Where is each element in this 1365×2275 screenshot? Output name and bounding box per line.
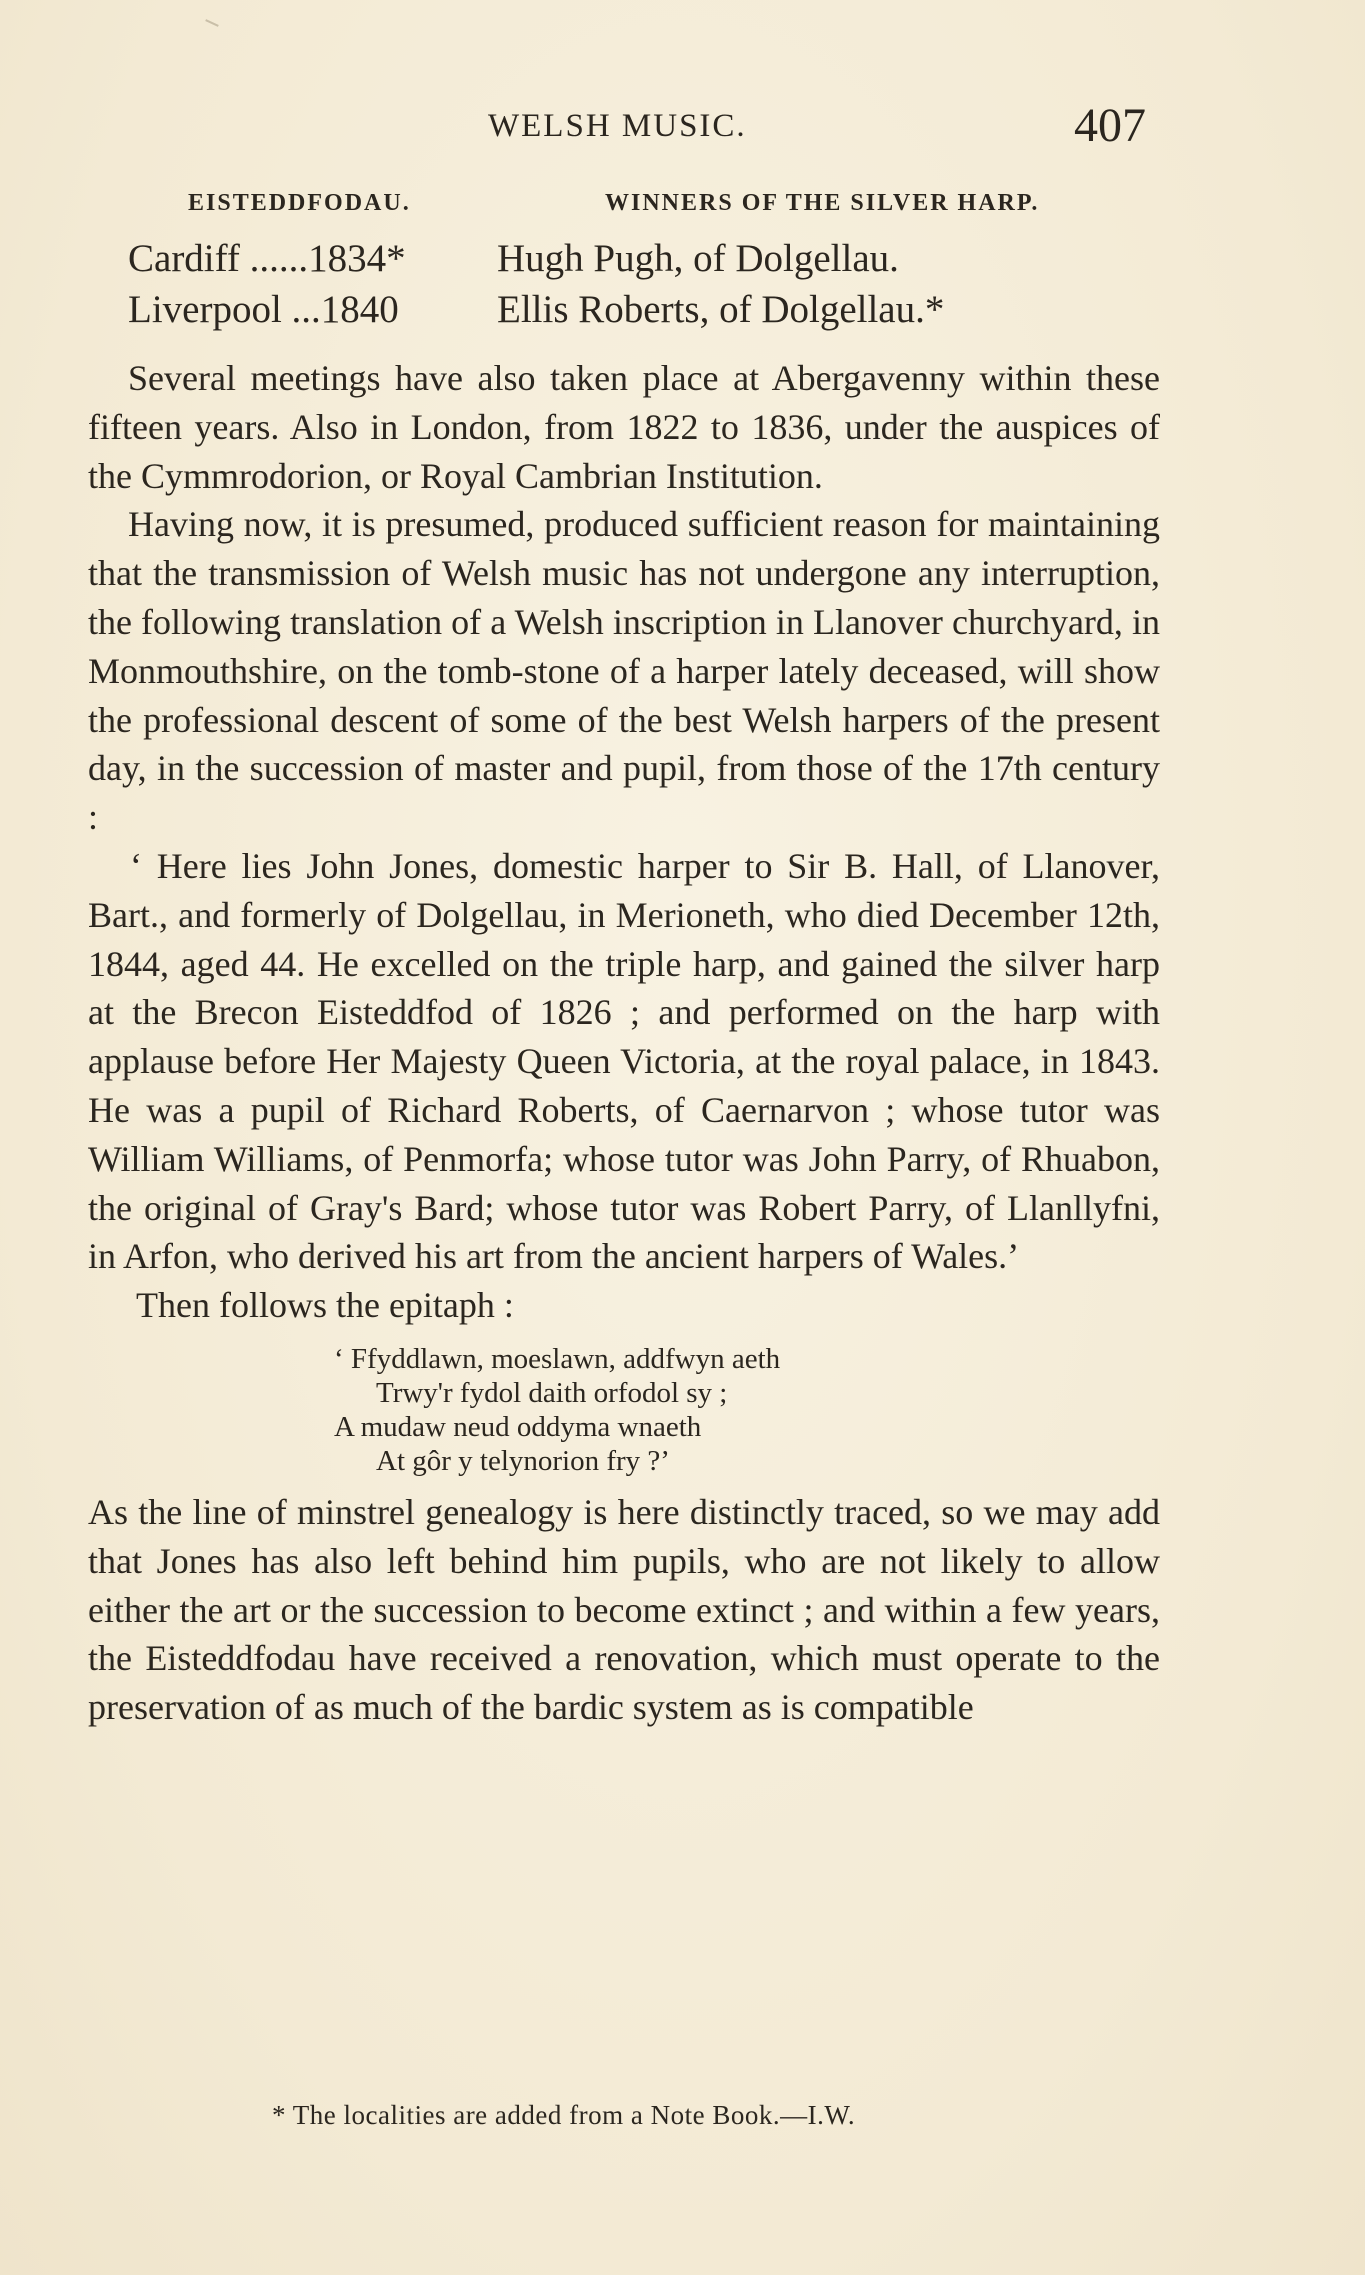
column-heading-winners: WINNERS OF THE SILVER HARP. (605, 190, 1040, 216)
winner-name: Hugh Pugh, of Dolgellau. (497, 237, 899, 280)
ink-mark (205, 19, 219, 27)
paragraph-genealogy: As the line of minstrel genealogy is here distinctly traced, so we may add that Jones has also left behind him pupils, who are not likely to allow either the art or the succession to become extinct ; and within a few years, the Eisteddfodau have received a renovation, which must operate to the preservation of as much of the bardic system as is compatible (88, 1491, 1160, 1728)
main-text (88, 354, 1160, 1732)
eisteddfod-year: 1834* (308, 237, 406, 280)
winner-row (128, 287, 945, 332)
footnote: * The localities are added from a Note Book.—I.W. (272, 2100, 856, 2130)
column-heading-eisteddfodau: EISTEDDFODAU. (188, 190, 411, 216)
verse-line: At gôr y telynorion fry ?’ (376, 1444, 670, 1477)
paragraph-transmission: Having now, it is presumed, produced sufficient reason for maintaining that the transmission of Welsh music has not undergone any interruption, the following translation of a Welsh inscription in Llanover churchyard, in Monmouthshire, on the tomb-stone of a harper lately deceased, will show the professional descent of some of the best Welsh harpers of the present day, in the succession of master and pupil, from those of the 17th century : (88, 504, 1160, 838)
verse-line: A mudaw neud oddyma wnaeth (334, 1410, 702, 1443)
page-number: 407 (1074, 99, 1146, 152)
winner-name: Ellis Roberts, of Dolgellau.* (497, 288, 945, 331)
epitaph-verse (334, 1342, 1160, 1478)
eisteddfod-place: Cardiff ...... (128, 237, 309, 280)
verse-line: ‘ Ffyddlawn, moeslawn, addfwyn aeth (334, 1342, 781, 1375)
paragraph-epitaph-intro: Then follows the epitaph : (136, 1285, 514, 1326)
paragraph-meetings: Several meetings have also taken place at Abergavenny within these fifteen years. Also in London, from 1822 to 1836, under the auspices of the Cymmrodorion, or Royal Cambrian Institution. (88, 358, 1160, 496)
eisteddfod-year: 1840 (320, 288, 399, 331)
eisteddfod-place: Liverpool ... (128, 288, 321, 331)
running-title: WELSH MUSIC. (488, 108, 747, 144)
winner-row (128, 236, 899, 281)
paragraph-inscription: ‘ Here lies John Jones, domestic harper to Sir B. Hall, of Llanover, Bart., and formerly of Dolgellau, in Merioneth, who died December 12th, 1844, aged 44. He excelled on the triple harp, and gained the silver harp at the Brecon Eisteddfod of 1826 ; and performed on the harp with applause before Her Majesty Queen Victoria, at the royal palace, in 1843. He was a pupil of Richard Roberts, of Caernarvon ; whose tutor was William Williams, of Penmorfa; whose tutor was John Parry, of Rhuabon, the original of Gray's Bard; whose tutor was Robert Parry, of Llanllyfni, in Arfon, who derived his art from the ancient harpers of Wales.’ (88, 845, 1160, 1277)
verse-line: Trwy'r fydol daith orfodol sy ; (376, 1376, 728, 1409)
